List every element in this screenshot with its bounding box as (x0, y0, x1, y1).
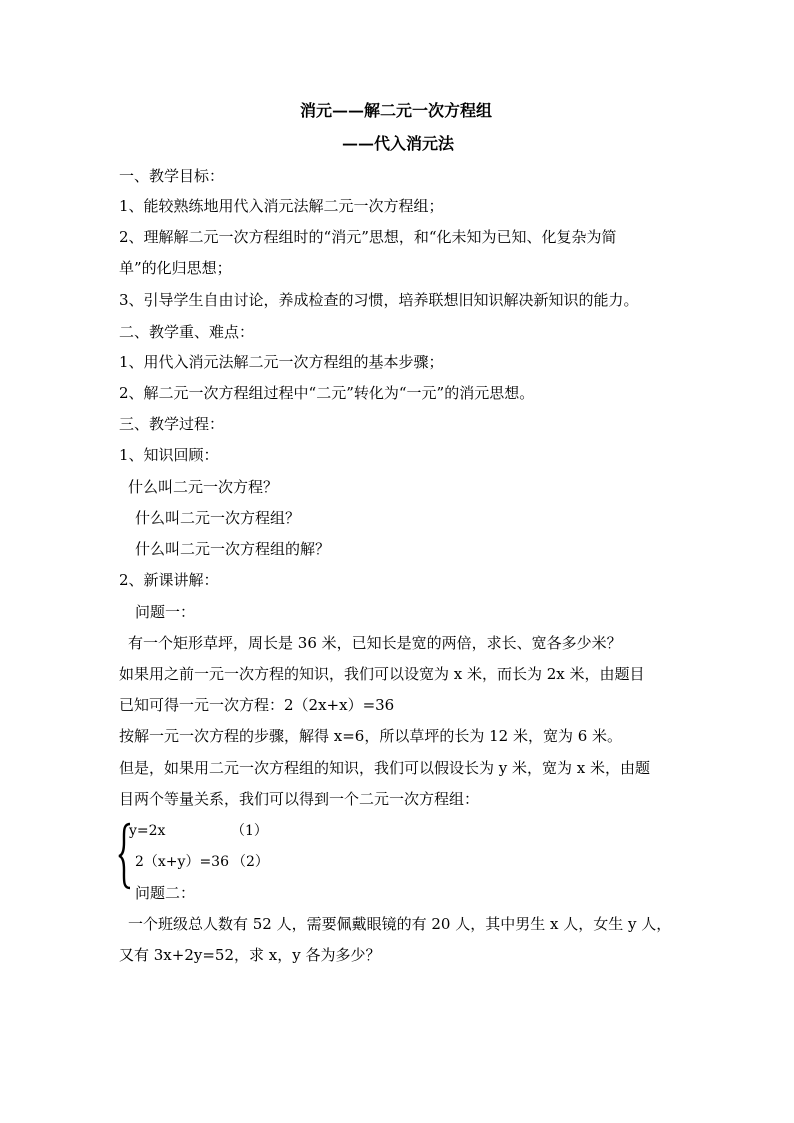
equation-2: 2（x+y）=36 (135, 854, 229, 870)
review-question-3: 什么叫二元一次方程组的解？ (135, 540, 331, 558)
goal-3: 3、引导学生自由讨论，养成检查的习惯，培养联想旧知识解决新知识的能力。 (119, 291, 639, 309)
review-question-1: 什么叫二元一次方程？ (128, 478, 279, 496)
problem-1-explanation-3: 按解一元一次方程的步骤，解得 x=6，所以草坪的长为 12 米，宽为 6 米。 (119, 727, 623, 745)
problem-2-label: 问题二： (135, 884, 196, 902)
goal-1: 1、能较熟练地用代入消元法解二元一次方程组； (119, 197, 444, 215)
problem-1-explanation-4: 但是，如果用二元一次方程组的知识，我们可以假设长为 y 米，宽为 x 米，由题 (119, 759, 651, 777)
process-heading: 三、教学过程： (119, 415, 225, 433)
review-heading: 1、知识回顾： (119, 446, 219, 464)
goal-2-line-2: 单”的化归思想； (119, 259, 232, 277)
key-point-1: 1、用代入消元法解二元一次方程组的基本步骤； (119, 353, 444, 371)
key-points-heading: 二、教学重、难点： (119, 323, 255, 341)
goal-2-line-1: 2、理解解二元一次方程组时的“消元”思想，和“化未知为已知、化复杂为简 (119, 228, 617, 246)
problem-1-text: 有一个矩形草坪，周长是 36 米，已知长是宽的两倍，求长、宽各多少米？ (128, 634, 622, 652)
problem-1-explanation-1: 如果用之前一元一次方程的知识，我们可以设宽为 x 米，而长为 2x 米，由题目 (119, 665, 645, 683)
key-point-2: 2、解二元一次方程组过程中“二元”转化为“一元”的消元思想。 (119, 384, 535, 402)
problem-1-explanation-5: 目两个等量关系，我们可以得到一个二元一次方程组： (119, 790, 480, 808)
review-question-2: 什么叫二元一次方程组？ (135, 509, 301, 527)
goals-heading: 一、教学目标： (119, 167, 225, 185)
document-title: 消元——解二元一次方程组 (300, 101, 493, 120)
equation-1: y=2x (129, 823, 166, 839)
equation-2-number: （2） (232, 854, 269, 870)
document-subtitle: ——代入消元法 (342, 134, 455, 153)
new-lesson-heading: 2、新课讲解： (119, 571, 219, 589)
problem-1-label: 问题一： (135, 603, 196, 621)
problem-1-explanation-2: 已知可得一元一次方程：2（2x+x）=36 (119, 696, 395, 714)
equation-1-number: （1） (231, 823, 268, 839)
problem-2-line-2: 又有 3x+2y=52，求 x，y 各为多少？ (119, 946, 381, 964)
problem-2-line-1: 一个班级总人数有 52 人，需要佩戴眼镜的有 20 人，其中男生 x 人，女生 y 人， (128, 915, 672, 933)
